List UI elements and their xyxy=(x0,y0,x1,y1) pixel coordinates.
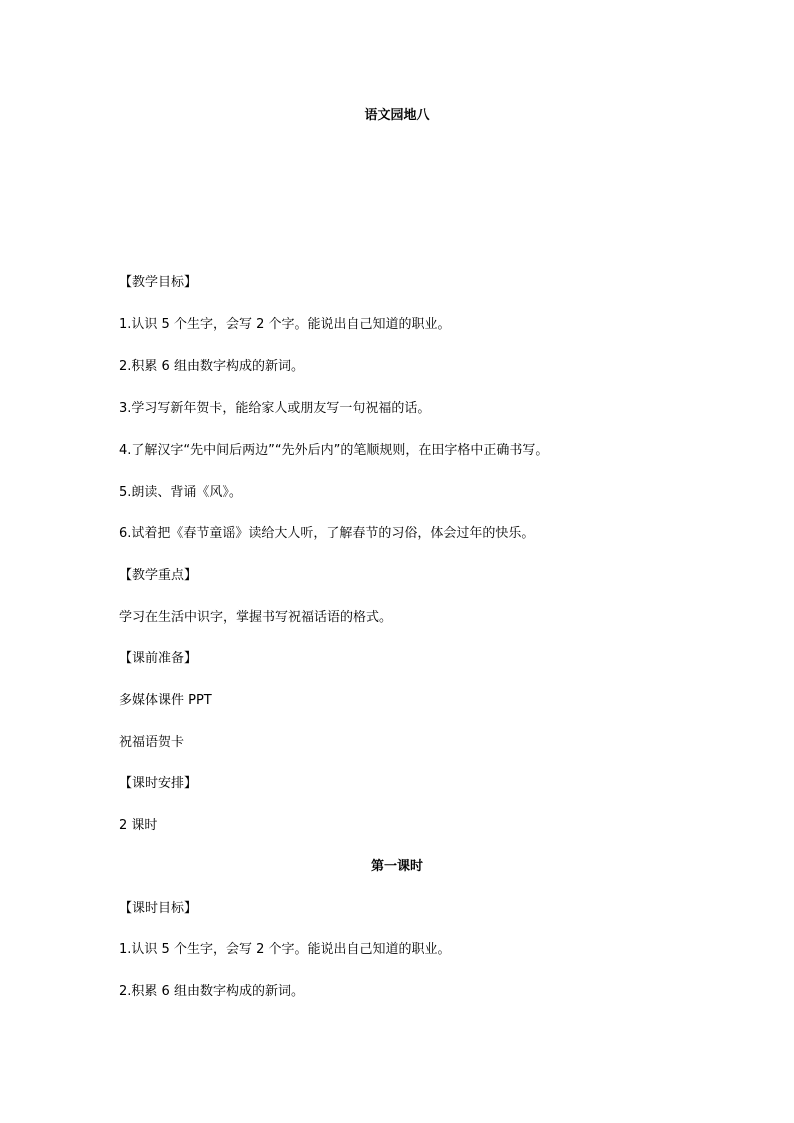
section-heading-goals: 【教学目标】 xyxy=(119,275,198,290)
goal-item-6: 6.试着把《春节童谣》读给大人听，了解春节的习俗，体会过年的快乐。 xyxy=(119,526,535,541)
prep-item-2: 祝福语贺卡 xyxy=(119,735,185,750)
lesson-1-heading: 第一课时 xyxy=(370,859,423,874)
document-title: 语文园地八 xyxy=(364,108,430,123)
goal-item-5: 5.朗读、背诵《风》。 xyxy=(119,485,242,500)
schedule-text: 2 课时 xyxy=(119,818,158,833)
lesson-goal-item-2: 2.积累 6 组由数字构成的新词。 xyxy=(119,984,304,999)
key-point-text: 学习在生活中识字，掌握书写祝福话语的格式。 xyxy=(119,610,393,625)
goal-item-1: 1.认识 5 个生字，会写 2 个字。能说出自己知道的职业。 xyxy=(119,317,451,332)
section-heading-schedule: 【课时安排】 xyxy=(119,776,198,791)
goal-item-3: 3.学习写新年贺卡，能给家人或朋友写一句祝福的话。 xyxy=(119,401,431,416)
section-heading-preparation: 【课前准备】 xyxy=(119,651,198,666)
section-heading-key-points: 【教学重点】 xyxy=(119,568,198,583)
goal-item-2: 2.积累 6 组由数字构成的新词。 xyxy=(119,359,304,374)
section-heading-lesson-goals: 【课时目标】 xyxy=(119,901,198,916)
lesson-goal-item-1: 1.认识 5 个生字，会写 2 个字。能说出自己知道的职业。 xyxy=(119,942,451,957)
goal-item-4: 4.了解汉字“先中间后两边”“先外后内”的笔顺规则，在田字格中正确书写。 xyxy=(119,443,549,458)
prep-item-1: 多媒体课件 PPT xyxy=(119,693,212,708)
